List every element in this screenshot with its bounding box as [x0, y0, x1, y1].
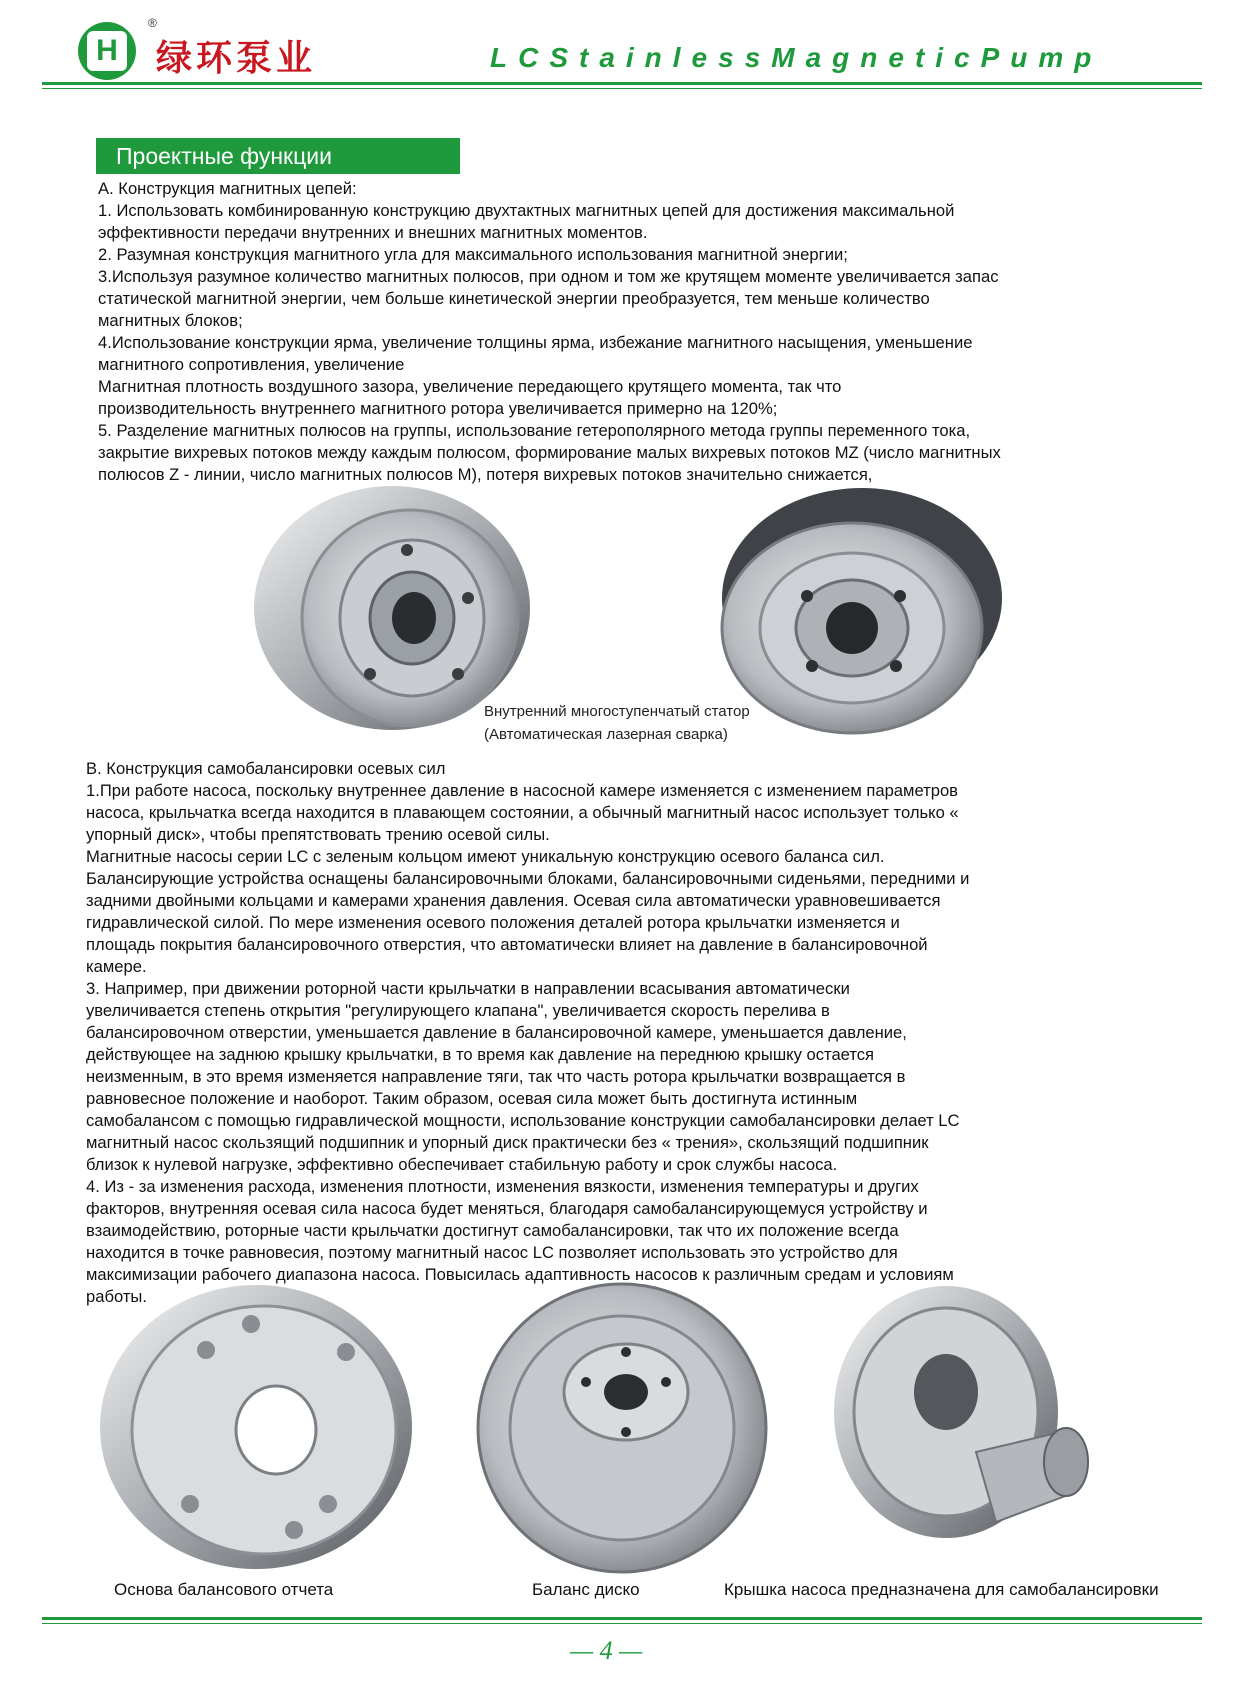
- part-b-line: действующее на заднюю крышку крыльчатки, в то время как давление на переднюю крышку остается: [86, 1045, 875, 1064]
- part-a-line: эффективности передачи внутренних и внешних магнитных моментов.: [98, 223, 648, 242]
- part-b-line: гидравлической силой. По мере изменения осевого положения деталей ротора крыльчатки изменяется и: [86, 913, 900, 932]
- part-a-line: 4.Использование конструкции ярма, увеличение толщины ярма, избежание магнитного насыщения, уменьшение: [98, 333, 973, 352]
- part-a-line: статической магнитной энергии, чем больше кинетической энергии преобразуется, тем меньше количество: [98, 289, 930, 308]
- part-a-line: магнитных блоков;: [98, 311, 243, 330]
- part-b-line: магнитный насос скользящий подшипник и упорный диск практически без « трения», скользящий подшипник: [86, 1133, 929, 1152]
- page-number: — 4 —: [570, 1636, 643, 1665]
- header-divider: [42, 82, 1202, 85]
- caption-balance-base: Основа балансового отчета: [114, 1580, 334, 1599]
- part-a-line: А. Конструкция магнитных цепей:: [98, 179, 357, 198]
- part-a-text: [98, 178, 1001, 486]
- brand-name-english: LCStainlessMagneticPump: [490, 42, 1103, 73]
- part-b-line: близок к нулевой нагрузке, эффективно обеспечивает стабильную работу и срок службы насоса.: [86, 1155, 838, 1174]
- stator-caption-line1: Внутренний многоступенчатый статор: [484, 703, 750, 720]
- part-b-line: балансировочном отверстии, уменьшается давление в балансировочной камере, уменьшается давление,: [86, 1023, 907, 1042]
- part-b-line: равновесное положение и наоборот. Таким образом, осевая сила может быть достигнута истинным: [86, 1089, 858, 1108]
- part-a-line: 2. Разумная конструкция магнитного угла для максимального использования магнитной энергии;: [98, 245, 848, 264]
- part-a-line: полюсов Z - линии, число магнитных полюсов M), потеря вихревых потоков значительно снижается,: [98, 465, 873, 484]
- company-logo: [78, 22, 136, 80]
- brand-name-chinese: 绿环泵业: [156, 37, 317, 79]
- part-b-line: самобалансом с помощью гидравлической мощности, использование конструкции самобалансировки делает LC: [86, 1111, 960, 1130]
- part-b-line: Балансирующие устройства оснащены балансировочными блоками, балансировочными сиденьями, передними и: [86, 869, 970, 888]
- part-b-line: находится в точке равновесия, поэтому магнитный насос LC позволяет использовать это устройство для: [86, 1243, 898, 1262]
- balance-disc-image: [476, 1282, 768, 1574]
- part-b-line: 4. Из - за изменения расхода, изменения плотности, изменения вязкости, изменения температуры и других: [86, 1177, 919, 1196]
- section-title: Проектные функции: [96, 138, 460, 174]
- part-a-line: 1. Использовать комбинированную конструкцию двухтактных магнитных цепей для достижения максимальной: [98, 201, 955, 220]
- part-a-line: Магнитная плотность воздушного зазора, увеличение передающего крутящего момента, так что: [98, 377, 842, 396]
- part-b-text: [86, 758, 969, 1308]
- part-b-line: работы.: [86, 1287, 147, 1306]
- part-a-line: 3.Используя разумное количество магнитных полюсов, при одном и том же крутящем моменте увеличивается запас: [98, 267, 999, 286]
- part-b-line: Магнитные насосы серии LC с зеленым кольцом имеют уникальную конструкцию осевого баланса сил.: [86, 847, 885, 866]
- caption-pump-cover: Крышка насоса предназначена для самобалансировки: [724, 1580, 1159, 1599]
- caption-balance-disc: Баланс диско: [532, 1580, 640, 1599]
- part-b-line: В. Конструкция самобалансировки осевых сил: [86, 759, 446, 778]
- part-b-line: 1.При работе насоса, поскольку внутреннее давление в насосной камере изменяется с изменением параметров: [86, 781, 958, 800]
- footer-divider: [42, 1617, 1202, 1620]
- part-b-line: 3. Например, при движении роторной части крыльчатки в направлении всасывания автоматически: [86, 979, 850, 998]
- part-a-line: магнитного сопротивления, увеличение: [98, 355, 405, 374]
- part-b-line: упорный диск», чтобы препятствовать трению осевой силы.: [86, 825, 550, 844]
- part-b-line: задними двойными кольцами и камерами хранения давления. Осевая сила автоматически уравновешивается: [86, 891, 941, 910]
- part-a-line: закрытие вихревых потоков между каждым полюсом, формирование малых вихревых потоков MZ (число магнитных: [98, 443, 1001, 462]
- balance-base-image: [96, 1282, 414, 1572]
- part-b-line: факторов, внутренняя осевая сила насоса будет меняться, благодаря самобалансирующемуся устройству и: [86, 1199, 928, 1218]
- part-a-line: 5. Разделение магнитных полюсов на группы, использование гетерополярного метода группы переменного тока,: [98, 421, 971, 440]
- part-b-line: взаимодействию, роторные части крыльчатки достигнут самобалансировки, так что их положение всегда: [86, 1221, 899, 1240]
- part-b-line: камере.: [86, 957, 147, 976]
- part-b-line: площадь покрытия балансировочного отверстия, что автоматически влияет на давление в балансировочной: [86, 935, 928, 954]
- part-a-line: производительность внутреннего магнитного ротора увеличивается примерно на 120%;: [98, 399, 778, 418]
- stator-caption-line2: (Автоматическая лазерная сварка): [484, 726, 728, 743]
- registered-mark: ®: [148, 16, 157, 30]
- inner-stator-image-right: [712, 478, 1012, 738]
- header-divider-thin: [42, 88, 1202, 89]
- logo-letter: H: [87, 31, 127, 71]
- inner-stator-image-left: [232, 478, 532, 730]
- part-b-line: неизменным, в это время изменяется направление тяги, так что часть ротора крыльчатки возвращается в: [86, 1067, 906, 1086]
- pump-cover-image: [826, 1282, 1096, 1572]
- part-b-line: насоса, крыльчатка всегда находится в плавающем состоянии, а обычный магнитный насос использует только «: [86, 803, 959, 822]
- footer-divider-thin: [42, 1623, 1202, 1624]
- part-b-line: максимизации рабочего диапазона насоса. Повысилась адаптивность насосов к различным средам и условиям: [86, 1265, 954, 1284]
- part-b-line: увеличивается степень открытия "регулирующего клапана", увеличивается скорость перелива в: [86, 1001, 830, 1020]
